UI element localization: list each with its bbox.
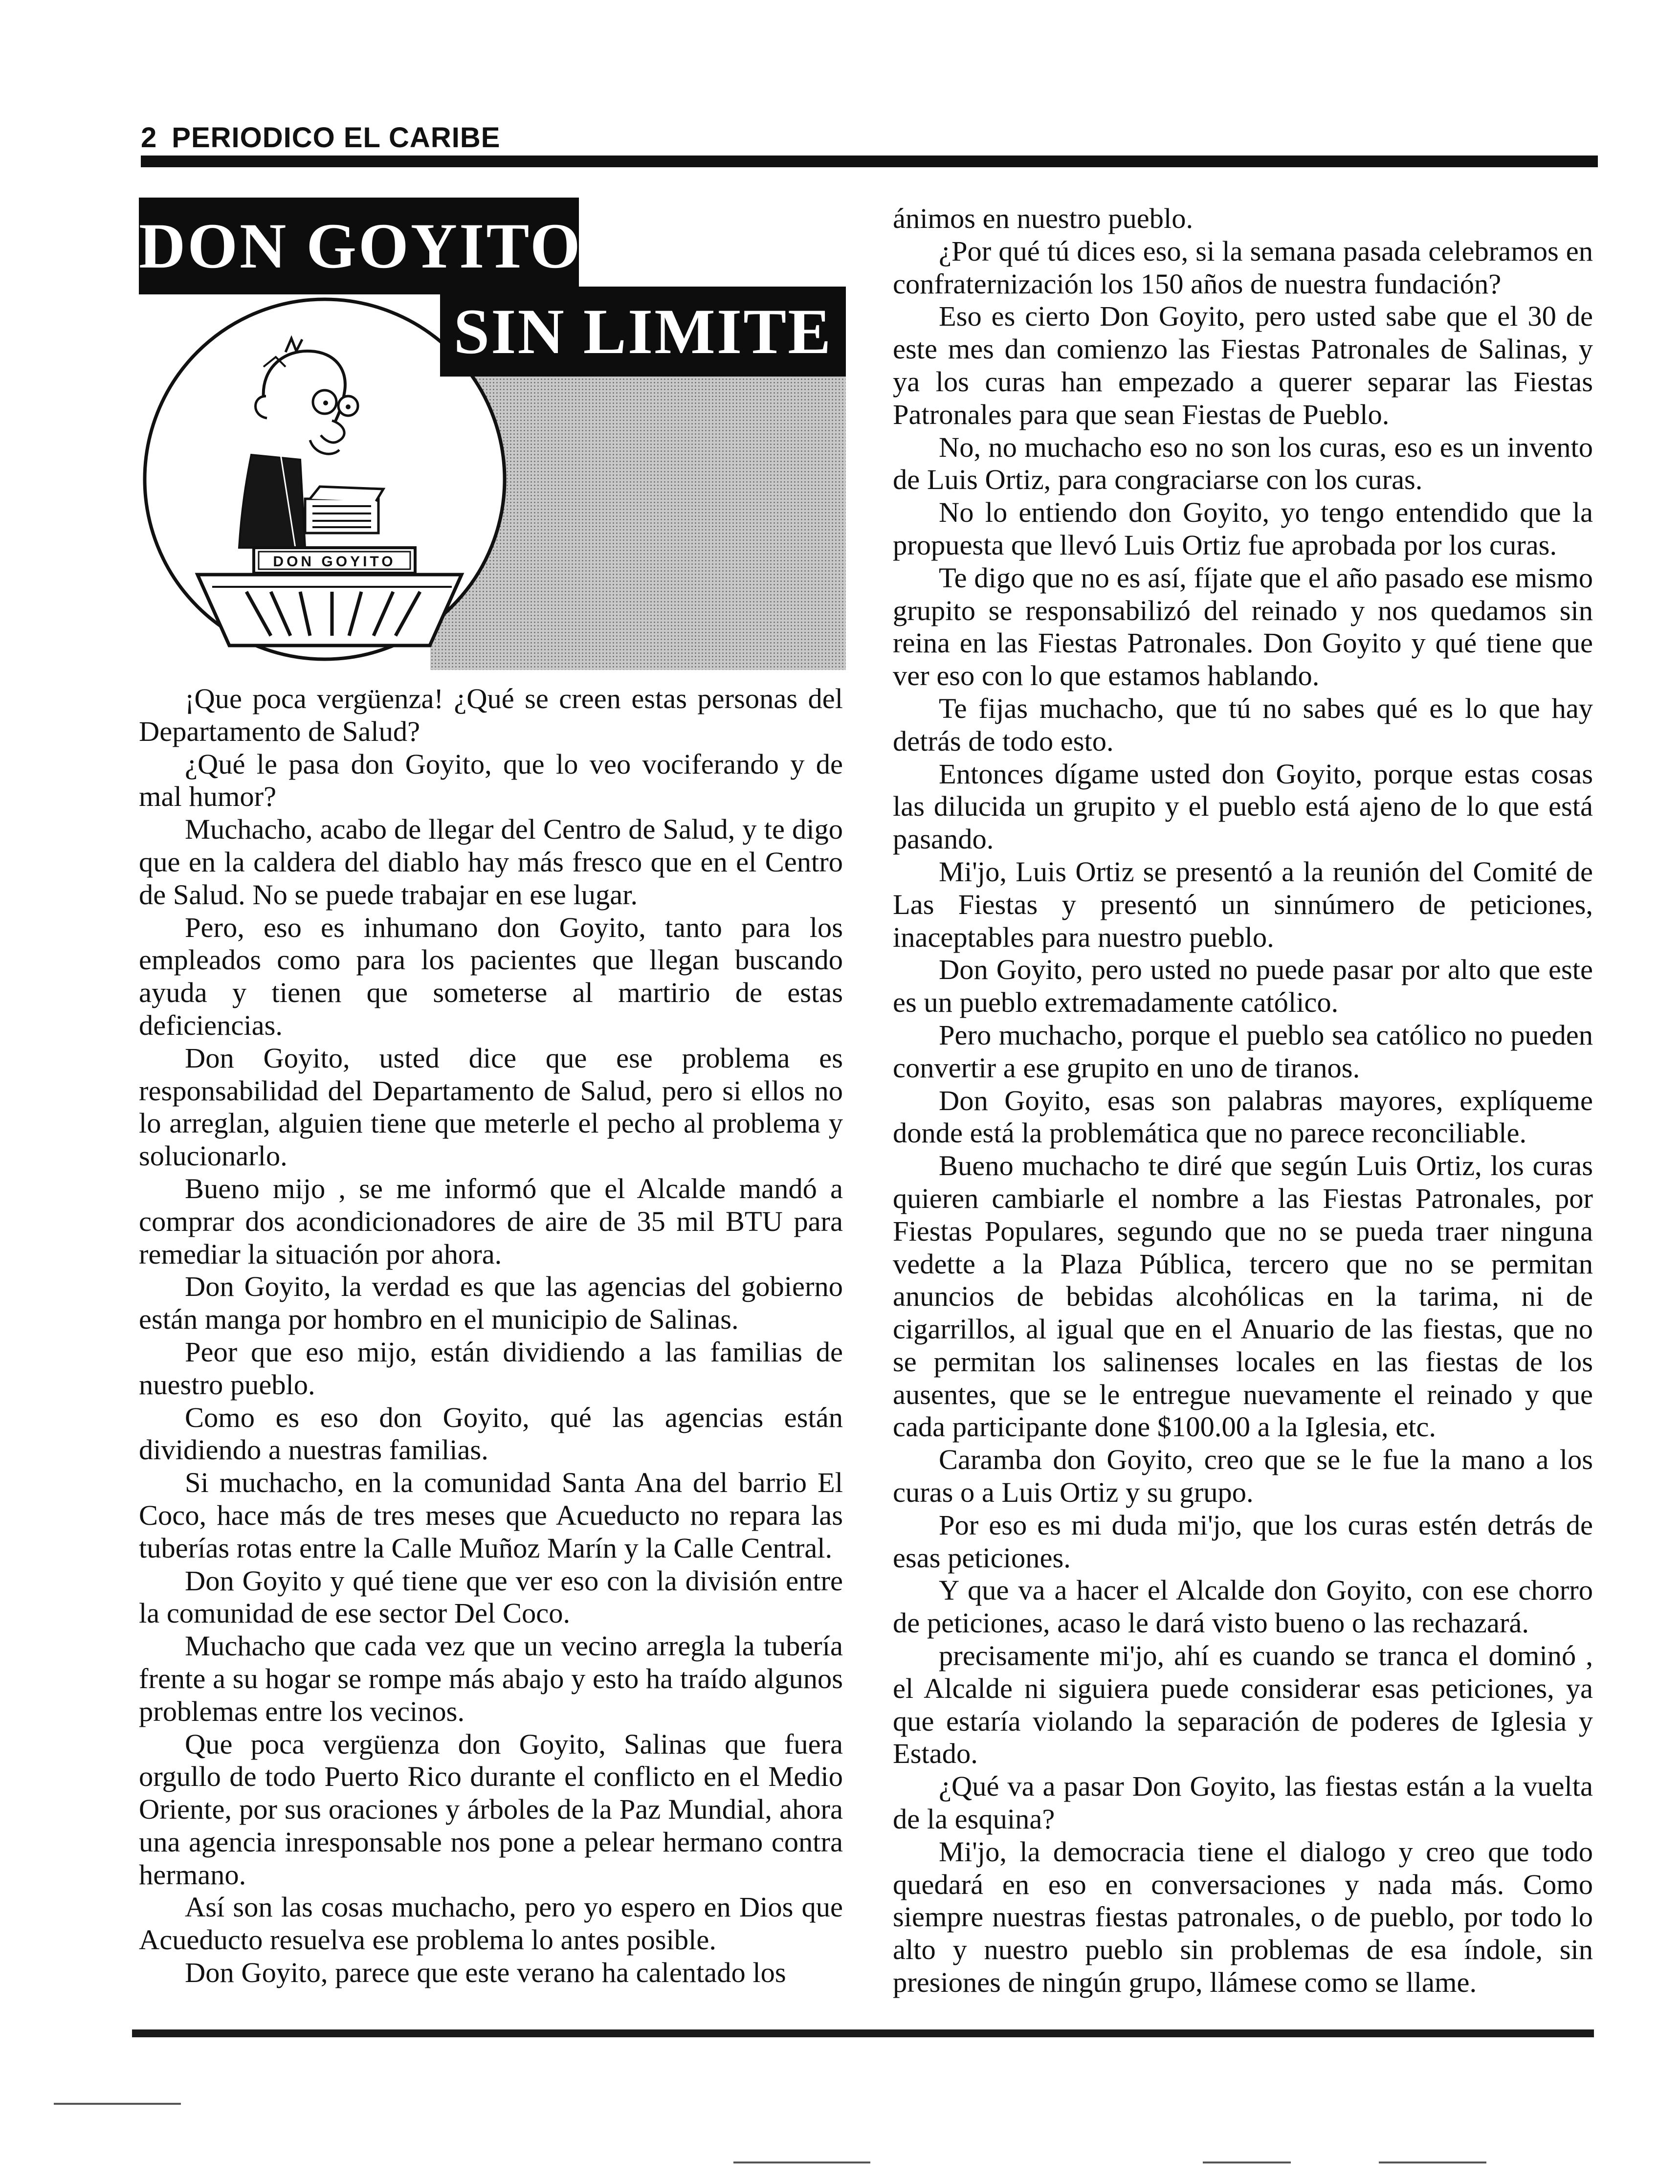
paragraph: Don Goyito, pero usted no puede pasar por alto que este es un pueblo extremadamente católico. — [893, 954, 1593, 1019]
scan-noise — [733, 2162, 870, 2163]
page-header — [141, 121, 500, 154]
paragraph: Si muchacho, en la comunidad Santa Ana del barrio El Coco, hace más de tres meses que Acueducto no repara las tuberías rotas entre la Calle Muñoz Marín y la Calle Central. — [139, 1467, 843, 1564]
paragraph: Mi'jo, la democracia tiene el dialogo y creo que todo quedará en eso en conversaciones y nada más. Como siempre nuestras fiestas patronales, o de pueblo, por todo lo alto y nuestro pueblo sin problemas de esa índole, sin presiones de ningún grupo, llámese como se llame. — [893, 1835, 1593, 1999]
publication-name: PERIODICO EL CARIBE — [172, 122, 501, 154]
title-sin-limite: SIN LIMITE — [440, 287, 846, 377]
paragraph: precisamente mi'jo, ahí es cuando se tranca el dominó , el Alcalde ni siguiera puede considerar esas peticiones, ya que estaría violando la separación de poderes de Iglesia y Estado. — [893, 1640, 1593, 1770]
paragraph: Don Goyito, esas son palabras mayores, explíqueme donde está la problemática que no parece reconciliable. — [893, 1084, 1593, 1149]
paragraph-continuation: ánimos en nuestro pueblo. — [893, 202, 1194, 234]
paragraph: Mi'jo, Luis Ortiz se presentó a la reunión del Comité de Las Fiestas y presentó un sinnúmero de peticiones, inaceptables para nuestro pueblo. — [893, 855, 1593, 953]
paragraph: Bueno mijo , se me informó que el Alcalde mandó a comprar dos acondicionadores de aire de 35 mil BTU para remediar la situación por ahora. — [139, 1172, 843, 1270]
scan-noise — [1203, 2162, 1291, 2163]
paragraph: Te fijas muchacho, que tú no sabes qué es lo que hay detrás de todo esto. — [893, 692, 1593, 757]
paragraph: Y que va a hacer el Alcalde don Goyito, con ese chorro de peticiones, acaso le dará visto bueno o las rechazará. — [893, 1574, 1593, 1639]
paragraph: Don Goyito y qué tiene que ver eso con la división entre la comunidad de ese sector Del Coco. — [139, 1564, 843, 1629]
paragraph: Pero muchacho, porque el pueblo sea católico no pueden convertir a ese grupito en uno de tiranos. — [893, 1019, 1593, 1084]
paragraph: Don Goyito, la verdad es que las agencias del gobierno están manga por hombro en el municipio de Salinas. — [139, 1270, 843, 1336]
paragraph: ¿Qué le pasa don Goyito, que lo veo vociferando y de mal humor? — [139, 748, 843, 813]
article-column-left — [139, 683, 843, 1989]
paragraph: ¿Por qué tú dices eso, si la semana pasada celebramos en confraternización los 150 años de nuestra fundación? — [893, 235, 1593, 300]
paragraph: Caramba don Goyito, creo que se le fue la mano a los curas o a Luis Ortiz y su grupo. — [893, 1444, 1593, 1509]
footer-rule — [132, 2029, 1594, 2037]
paragraph: No lo entiendo don Goyito, yo tengo entendido que la propuesta que llevó Luis Ortiz fue aprobada por los curas. — [893, 496, 1593, 561]
paragraph: Entonces dígame usted don Goyito, porque estas cosas las dilucida un grupito y el pueblo está ajeno de lo que está pasando. — [893, 758, 1593, 855]
nameplate-text: DON GOYITO — [273, 554, 396, 570]
paragraph: Te digo que no es así, fíjate que el año pasado ese mismo grupito se responsabilizó del reinado y nos quedamos sin reina en las Fiestas Patronales. Don Goyito y qué tiene que ver eso con lo que estamos hablando. — [893, 561, 1593, 692]
header-rule — [141, 156, 1598, 167]
article-column-right — [893, 202, 1593, 1999]
paragraph: Don Goyito, usted dice que ese problema es responsabilidad del Departamento de Salud, pero si ellos no lo arreglan, alguien tiene que meterle el pecho al problema y solucionarlo. — [139, 1042, 843, 1172]
paragraph: Peor que eso mijo, están dividiendo a las familias de nuestro pueblo. — [139, 1336, 843, 1401]
paragraph: Que poca vergüenza don Goyito, Salinas que fuera orgullo de todo Puerto Rico durante el conflicto en el Medio Oriente, por sus oraciones y árboles de la Paz Mundial, ahora una agencia inresponsable nos pone a pelear hermano contra hermano. — [139, 1728, 843, 1891]
page-number: 2 — [141, 122, 157, 154]
paragraph: Bueno muchacho te diré que según Luis Ortiz, los curas quieren cambiarle el nombre a las Fiestas Patronales, por Fiestas Populares, segundo que no se pueda traer ninguna vedette a la Plaza Pública, tercero que no se permitan anuncios de bebidas alcohólicas en la tarima, ni de cigarrillos, al igual que en el Anuario de las fiestas, que no se permitan los salinenses locales en las fiestas de los ausentes, que se le entregue nuevamente el reinado y que cada participante done $100.00 a la Iglesia, etc. — [893, 1150, 1593, 1443]
paragraph: Eso es cierto Don Goyito, pero usted sabe que el 30 de este mes dan comienzo las Fiestas Patronales de Salinas, y ya los curas han empezado a querer separar las Fiestas Patronales para que sean Fiestas de Pueblo. — [893, 300, 1593, 430]
title-don-goyito: DON GOYITO — [139, 198, 579, 294]
paragraph: No, no muchacho eso no son los curas, eso es un invento de Luis Ortiz, para congraciarse con los curas. — [893, 431, 1593, 496]
paragraph: ¡Que poca vergüenza! ¿Qué se creen estas personas del Departamento de Salud? — [139, 683, 843, 747]
paragraph: ¿Qué va a pasar Don Goyito, las fiestas están a la vuelta de la esquina? — [893, 1770, 1593, 1835]
paragraph: Pero, eso es inhumano don Goyito, tanto para los empleados como para los pacientes que llegan buscando ayuda y tienen que someterse al martirio de estas deficiencias. — [139, 911, 843, 1041]
paragraph: Así son las cosas muchacho, pero yo espero en Dios que Acueducto resuelva ese problema lo antes posible. — [139, 1891, 843, 1956]
paragraph: Muchacho, acabo de llegar del Centro de Salud, y te digo que en la caldera del diablo hay más fresco que en el Centro de Salud. No se puede trabajar en ese lugar. — [139, 813, 843, 911]
scan-noise — [54, 2103, 181, 2105]
paragraph: Don Goyito, parece que este verano ha calentado los — [185, 1957, 786, 1989]
paragraph: Como es eso don Goyito, qué las agencias están dividiendo a nuestras familias. — [139, 1401, 843, 1466]
paragraph: Por eso es mi duda mi'jo, que los curas estén detrás de esas peticiones. — [893, 1509, 1593, 1574]
paragraph: Muchacho que cada vez que un vecino arregla la tubería frente a su hogar se rompe más abajo y esto ha traído algunos problemas entre los vecinos. — [139, 1630, 843, 1727]
scan-noise — [1379, 2162, 1486, 2163]
